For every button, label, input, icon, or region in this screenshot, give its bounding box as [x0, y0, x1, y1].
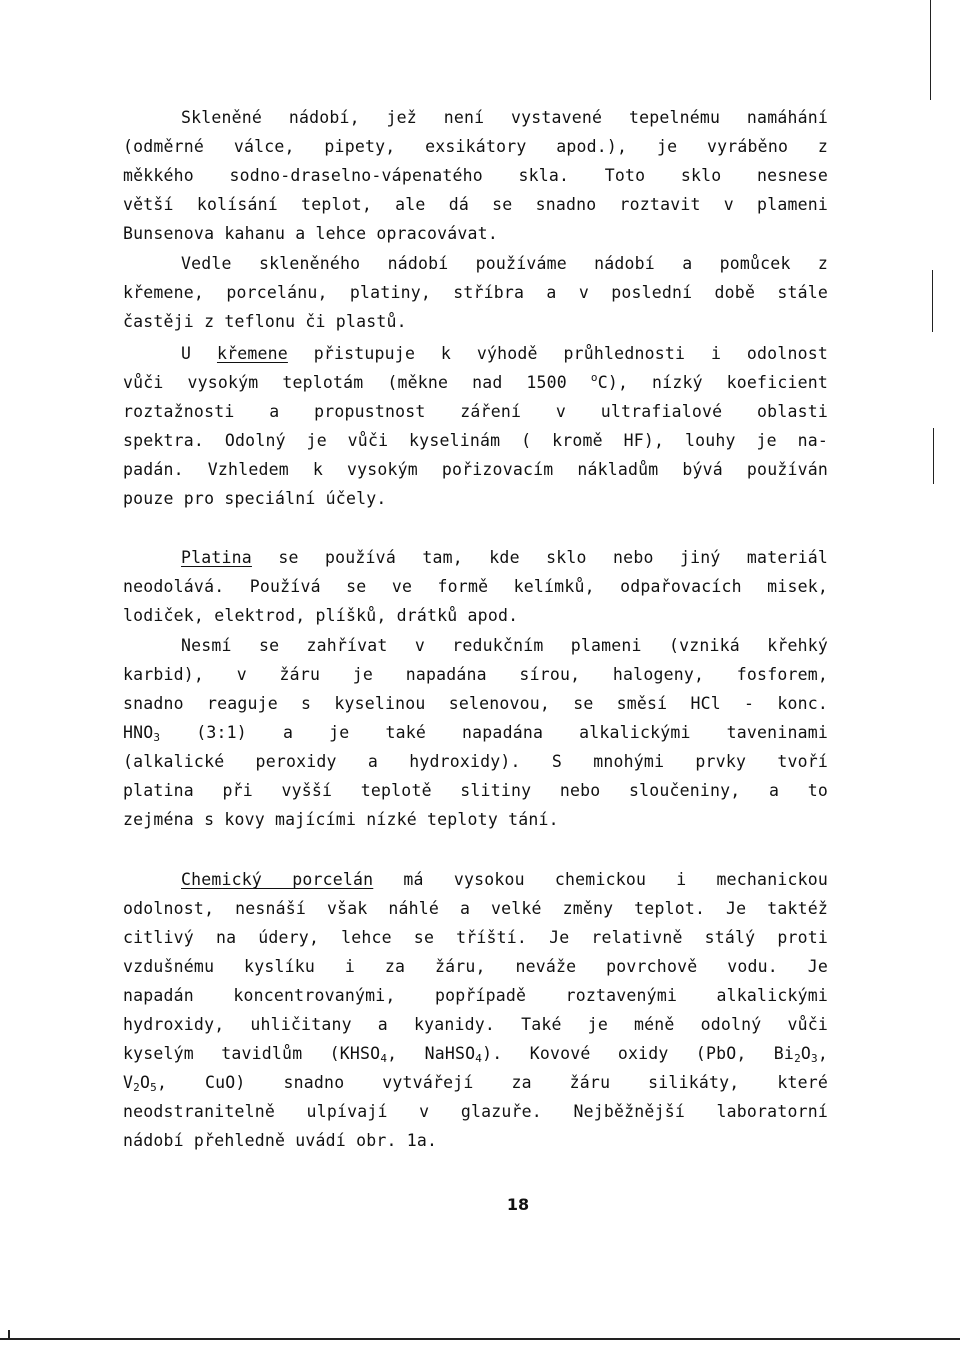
text-fragment: O: [800, 1044, 812, 1063]
text-line: (alkalické peroxidy a hydroxidy). S mnohými prvky tvoří: [123, 752, 828, 771]
text-line: snadno reaguje s kyselinou selenovou, se směsí HCl - konc.: [123, 694, 828, 713]
text-line: odolnost, nesnáší však náhlé a velké změny teplot. Je taktéž: [123, 899, 828, 918]
text-line: vzdušnému kyslíku i za žáru, neváže povrchově vodu. Je: [123, 957, 828, 976]
text-line: spektra. Odolný je vůči kyselinám ( kromě HF), louhy je na-: [123, 431, 828, 450]
scan-bottom-edge: [0, 1338, 960, 1340]
paragraph-porcelain: [123, 865, 828, 1155]
text-fragment: vůči vysokým teplotám (měkne nad 1500: [123, 373, 591, 392]
text-line: roztažnosti a propustnost záření v ultrafialové oblasti: [123, 402, 828, 421]
text-line: [123, 1068, 828, 1097]
text-line: Nesmí se zahřívat v redukčním plameni (vzniká křehký: [181, 636, 828, 655]
text-fragment: U: [181, 344, 217, 363]
text-line: [123, 1039, 828, 1068]
subscript: 3: [811, 1052, 818, 1065]
scan-corner-mark: [8, 1330, 10, 1340]
text-line: [123, 865, 828, 894]
text-line: zejména s kovy majícími nízké teploty tání.: [123, 810, 559, 829]
text-line: křemene, porcelánu, platiny, stříbra a v poslední době stále: [123, 283, 828, 302]
subscript: 3: [153, 731, 161, 744]
text-fragment: , CuO) snadno vytvářejí za žáru silikáty, které: [156, 1073, 828, 1092]
text-fragment: C), nízký koeficient: [597, 373, 828, 392]
text-line: neodstranitelně ulpívají v glazuře. Nejběžnější laboratorní: [123, 1102, 828, 1121]
text-line: napadán koncentrovanými, popřípadě roztavenými alkalickými: [123, 986, 828, 1005]
text-fragment: přistupuje k výhodě průhlednosti i odolnost: [287, 344, 828, 363]
scan-edge-line: [930, 0, 931, 100]
text-fragment: kyselým tavidlům (KHSO: [123, 1044, 381, 1063]
text-fragment: V: [123, 1073, 134, 1092]
text-line: Bunsenova kahanu a lehce opracovávat.: [123, 224, 498, 243]
scan-edge-line: [933, 428, 934, 484]
text-line: (odměrné válce, pipety, exsikátory apod.), je vyráběno z: [123, 137, 828, 156]
term-platinum: Platina: [181, 548, 252, 567]
text-line: platina při vyšší teplotě slitiny nebo sloučeniny, a to: [123, 781, 828, 800]
text-line: Vedle skleněného nádobí používáme nádobí a pomůcek z: [181, 254, 828, 273]
paragraph-quartz: [123, 339, 828, 513]
text-fragment: HNO: [123, 723, 154, 742]
paragraph-platinum: [123, 543, 828, 630]
text-line: [123, 543, 828, 572]
subscript: 4: [380, 1052, 388, 1065]
paragraph-glass-ware: [123, 103, 828, 248]
text-line: karbid), v žáru je napadána sírou, halogeny, fosforem,: [123, 665, 828, 684]
subscript: 4: [475, 1052, 483, 1065]
text-line: citlivý na údery, lehce se tříští. Je relativně stálý proti: [123, 928, 828, 947]
text-fragment: se používá tam, kde sklo nebo jiný materiál: [251, 548, 828, 567]
text-line: [123, 718, 828, 747]
text-line: Skleněné nádobí, jež není vystavené tepelnému namáhání: [181, 108, 828, 127]
paragraph-other-materials: [123, 249, 828, 336]
text-line: lodiček, elektrod, plíšků, drátků apod.: [123, 606, 519, 625]
subscript: 2: [133, 1081, 140, 1094]
text-line: [123, 339, 828, 368]
text-line: hydroxidy, uhličitany a kyanidy. Také je méně odolný vůči: [123, 1015, 828, 1034]
text-line: pouze pro speciální účely.: [123, 489, 387, 508]
text-line: padán. Vzhledem k vysokým pořizovacím nákladům bývá používán: [123, 460, 828, 479]
text-line: častěji z teflonu či plastů.: [123, 312, 407, 331]
text-line: neodolává. Používá se ve formě kelímků, odpařovacích misek,: [123, 577, 828, 596]
text-fragment: , NaHSO: [387, 1044, 476, 1063]
text-fragment: O: [139, 1073, 151, 1092]
text-fragment: ). Kovové oxidy (PbO, Bi: [482, 1044, 795, 1063]
page-number: 18: [506, 1195, 530, 1214]
degree-superscript: o: [590, 371, 598, 384]
term-quartz: křemene: [216, 344, 288, 363]
subscript: 2: [794, 1052, 801, 1065]
text-line: větší kolísání teplot, ale dá se snadno roztavit v plameni: [123, 195, 828, 214]
text-line: měkkého sodno-draselno-vápenatého skla. Toto sklo nesnese: [123, 166, 828, 185]
text-line: [123, 368, 828, 397]
text-fragment: (3:1) a je také napadána alkalickými taveninami: [160, 723, 828, 742]
paragraph-platinum-limits: [123, 631, 828, 834]
text-fragment: ,: [817, 1044, 828, 1063]
text-fragment: má vysokou chemickou i mechanickou: [373, 870, 828, 889]
subscript: 5: [150, 1081, 157, 1094]
term-porcelain: Chemický porcelán: [181, 870, 374, 889]
scan-edge-line: [932, 270, 933, 332]
text-line: nádobí přehledně uvádí obr. 1a.: [123, 1131, 438, 1150]
